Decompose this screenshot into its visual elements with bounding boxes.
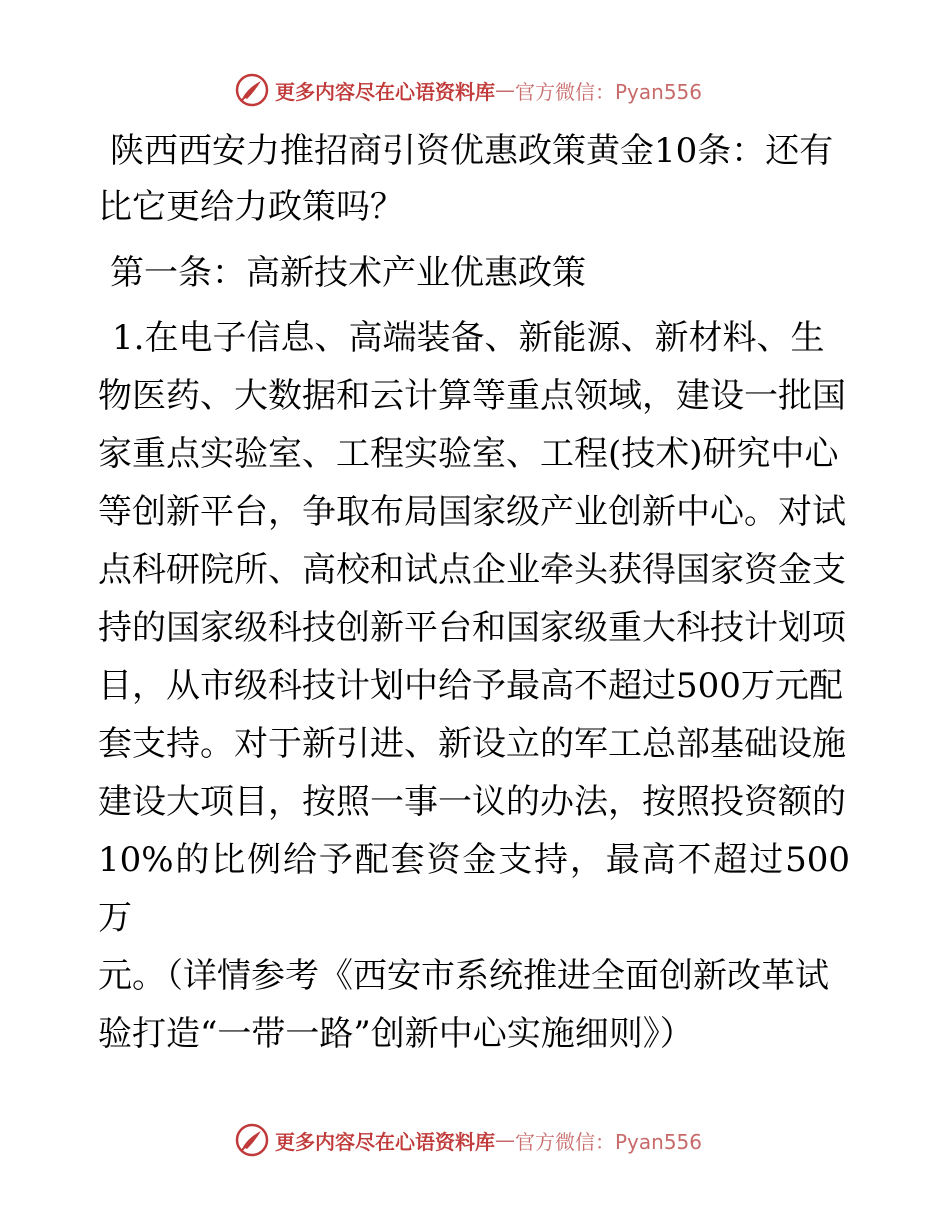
paragraph-line: 验打造“一带一路”创新中心实施细则》） bbox=[98, 1014, 694, 1054]
paragraph-line: 目，从市级科技计划中给予最高不超过500万元配 bbox=[98, 666, 843, 706]
watermark-separator: — bbox=[495, 78, 515, 102]
paragraph-line: 1.在电子信息、高端装备、新能源、新材料、生 bbox=[98, 309, 850, 367]
policy-paragraph bbox=[98, 309, 850, 1063]
paragraph-line: 点科研院所、高校和试点企业牵头获得国家资金支 bbox=[98, 550, 846, 590]
paragraph-line: 套支持。对于新引进、新设立的军工总部基础设施 bbox=[98, 724, 846, 764]
watermark-wechat-text: 官方微信：Pyan556 bbox=[515, 1129, 703, 1154]
paragraph-line: 10%的比例给予配套资金支持，最高不超过500万 bbox=[98, 840, 850, 938]
title-line-1: 陕西西安力推招商引资优惠政策黄金10条：还有 bbox=[110, 131, 834, 171]
paragraph-line: 建设大项目，按照一事一议的办法，按照投资额的 bbox=[98, 782, 846, 822]
paragraph-line: 家重点实验室、工程实验室、工程(技术)研究中心 bbox=[98, 434, 839, 474]
document-title bbox=[98, 123, 850, 235]
watermark-brand-text: 更多内容尽在心语资料库 bbox=[275, 1129, 495, 1154]
paragraph-line: 持的国家级科技创新平台和国家级重大科技计划项 bbox=[98, 608, 846, 648]
document-body bbox=[98, 123, 850, 1063]
watermark-wechat-text: 官方微信：Pyan556 bbox=[515, 79, 703, 104]
watermark-separator: — bbox=[495, 1128, 515, 1152]
section-heading: 第一条：高新技术产业优惠政策 bbox=[110, 253, 586, 293]
item-number: 1. bbox=[112, 318, 145, 358]
paragraph-line: 等创新平台，争取布局国家级产业创新中心。对试 bbox=[98, 492, 846, 532]
watermark-brand-text: 更多内容尽在心语资料库 bbox=[275, 79, 495, 104]
quill-pen-logo-icon bbox=[235, 73, 269, 107]
title-line-2: 比它更给力政策吗？ bbox=[98, 187, 404, 227]
paragraph-line: 元。（详情参考《西安市系统推进全面创新改革试 bbox=[98, 956, 829, 996]
footer-watermark bbox=[235, 1122, 702, 1158]
quill-pen-logo-icon bbox=[235, 1123, 269, 1157]
header-watermark bbox=[235, 72, 702, 108]
paragraph-line: 物医药、大数据和云计算等重点领域，建设一批国 bbox=[98, 376, 846, 416]
